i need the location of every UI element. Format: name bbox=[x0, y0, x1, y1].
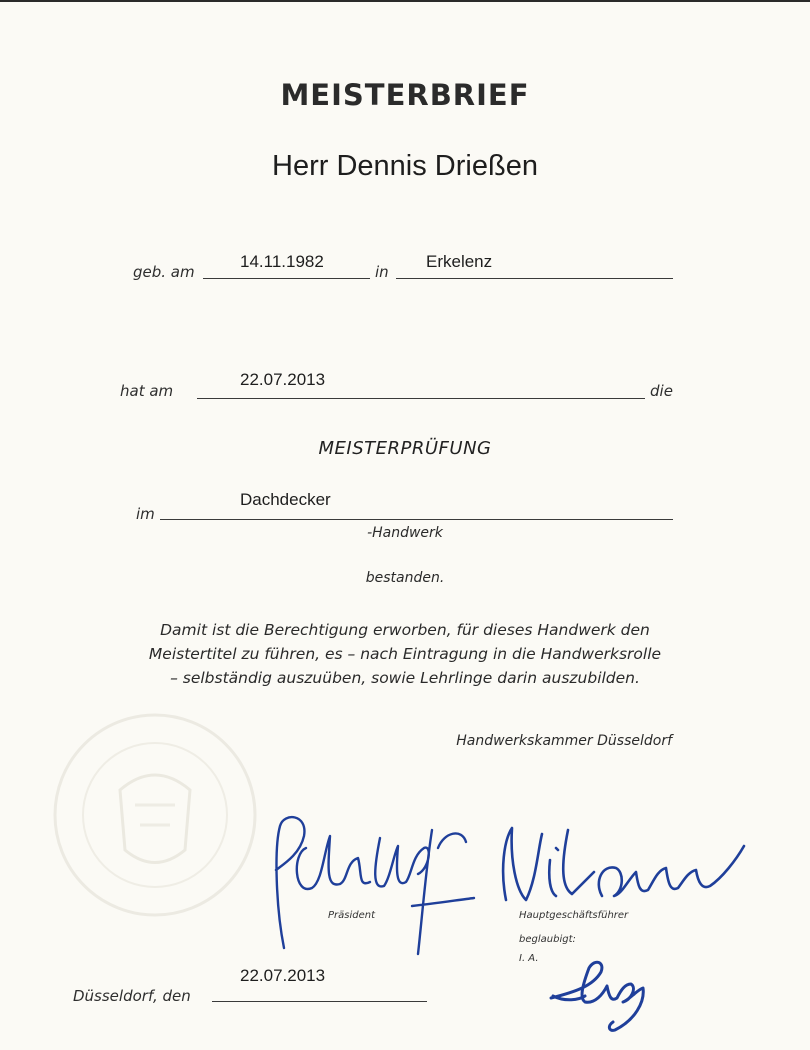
statement-paragraph bbox=[110, 618, 700, 690]
president-signature bbox=[262, 808, 482, 958]
place-date-label: Düsseldorf, den bbox=[73, 987, 191, 1005]
place-date-value: 22.07.2013 bbox=[240, 966, 326, 985]
birth-date-label: geb. am bbox=[133, 263, 195, 281]
exam-date-line bbox=[197, 398, 645, 399]
ia-label: I. A. bbox=[519, 953, 539, 964]
exam-date-label: hat am bbox=[120, 382, 174, 400]
statement-line: – selbständig auszuüben, sowie Lehrlinge darin auszubilden. bbox=[170, 669, 640, 687]
birth-place-label: in bbox=[375, 263, 389, 281]
result-text: bestanden. bbox=[365, 570, 445, 586]
statement-line: Meistertitel zu führen, es – nach Eintragung in die Handwerksrolle bbox=[148, 645, 662, 663]
issuer-name: Handwerkskammer Düsseldorf bbox=[456, 733, 672, 749]
exam-date-suffix: die bbox=[650, 382, 673, 400]
holder-name: Herr Dennis Drießen bbox=[272, 150, 538, 182]
managing-director-title: Hauptgeschäftsführer bbox=[519, 910, 629, 921]
ia-signature bbox=[545, 950, 655, 1035]
trade-value: Dachdecker bbox=[240, 490, 331, 509]
document-title: MEISTERBRIEF bbox=[280, 78, 530, 112]
birth-place-line bbox=[396, 278, 673, 279]
embossed-seal-icon bbox=[40, 700, 270, 930]
top-border-line bbox=[0, 0, 810, 2]
managing-director-signature bbox=[490, 820, 750, 920]
exam-title: MEISTERPRÜFUNG bbox=[318, 438, 492, 459]
trade-suffix: -Handwerk bbox=[367, 525, 443, 541]
place-date-line bbox=[212, 1001, 427, 1002]
birth-place-value: Erkelenz bbox=[426, 252, 493, 271]
trade-line bbox=[160, 519, 673, 520]
birth-date-line bbox=[203, 278, 370, 279]
certified-label: beglaubigt: bbox=[519, 934, 576, 945]
president-title: Präsident bbox=[328, 910, 376, 921]
statement-line: Damit ist die Berechtigung erworben, für dieses Handwerk den bbox=[160, 621, 650, 639]
trade-label: im bbox=[136, 505, 155, 523]
birth-date-value: 14.11.1982 bbox=[240, 252, 324, 271]
exam-date-value: 22.07.2013 bbox=[240, 370, 326, 389]
